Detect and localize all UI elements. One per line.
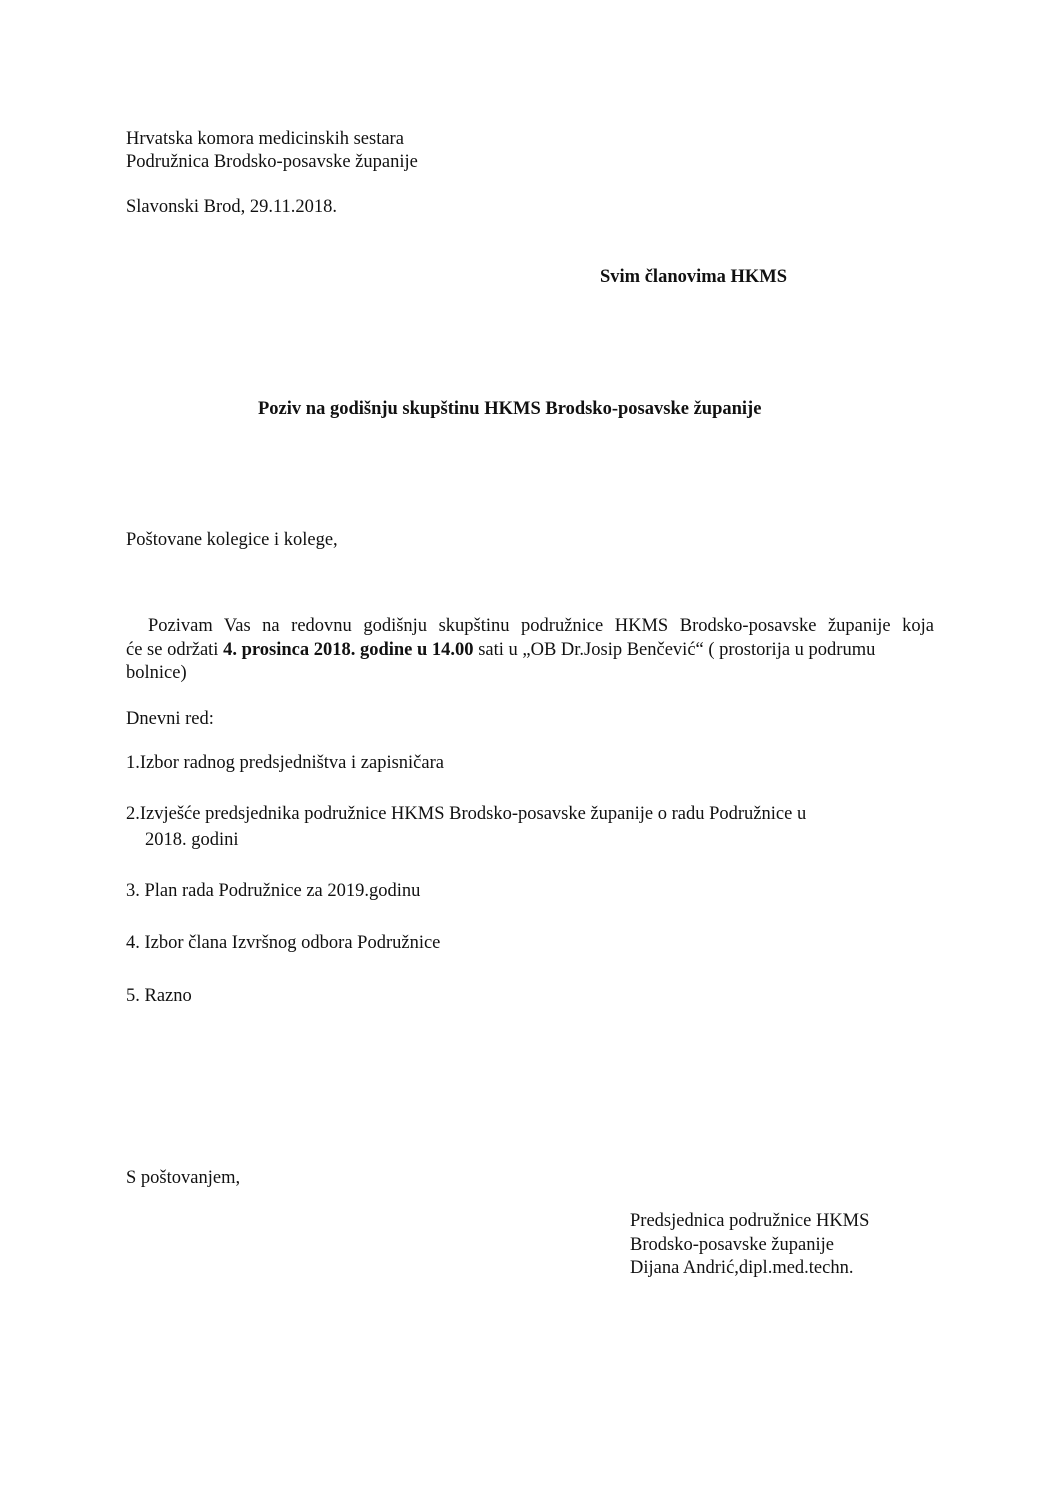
body-line-2-end: sati u „OB Dr.Josip Benčević“ ( prostorija u podrumu [473, 640, 876, 660]
agenda-item-4: 4. Izbor člana Izvršnog odbora Podružnice [126, 933, 441, 953]
agenda-item-2-line-2: 2018. godini [145, 830, 239, 850]
recipient: Svim članovima HKMS [600, 267, 788, 287]
subject-title: Poziv na godišnju skupštinu HKMS Brodsko-posavske županije [258, 399, 762, 419]
agenda-item-5: 5. Razno [126, 986, 192, 1006]
body-line-1: Pozivam Vas na redovnu godišnju skupštinu podružnice HKMS Brodsko-posavske županije koja [148, 616, 934, 636]
signature-line-2: Brodsko-posavske županije [630, 1235, 834, 1255]
signature-line-1: Predsjednica podružnice HKMS [630, 1211, 870, 1231]
agenda-heading: Dnevni red: [126, 709, 214, 729]
signature-line-3: Dijana Andrić,dipl.med.techn. [630, 1258, 854, 1278]
body-line-2 [126, 638, 875, 662]
sender-line-1: Hrvatska komora medicinskih sestara [126, 129, 404, 149]
sender-line-2: Podružnica Brodsko-posavske županije [126, 152, 418, 172]
agenda-item-3: 3. Plan rada Podružnice za 2019.godinu [126, 881, 421, 901]
closing: S poštovanjem, [126, 1168, 241, 1188]
body-line-2-start: će se održati [126, 640, 224, 660]
meeting-date-time: 4. prosinca 2018. godine u 14.00 [223, 640, 474, 660]
body-line-3: bolnice) [126, 663, 187, 683]
salutation: Poštovane kolegice i kolege, [126, 530, 338, 550]
agenda-item-1: 1.Izbor radnog predsjedništva i zapisničara [126, 753, 444, 773]
place-date: Slavonski Brod, 29.11.2018. [126, 197, 338, 217]
agenda-item-2-line-1: 2.Izvješće predsjednika podružnice HKMS Brodsko-posavske županije o radu Podružnice u [126, 804, 807, 824]
